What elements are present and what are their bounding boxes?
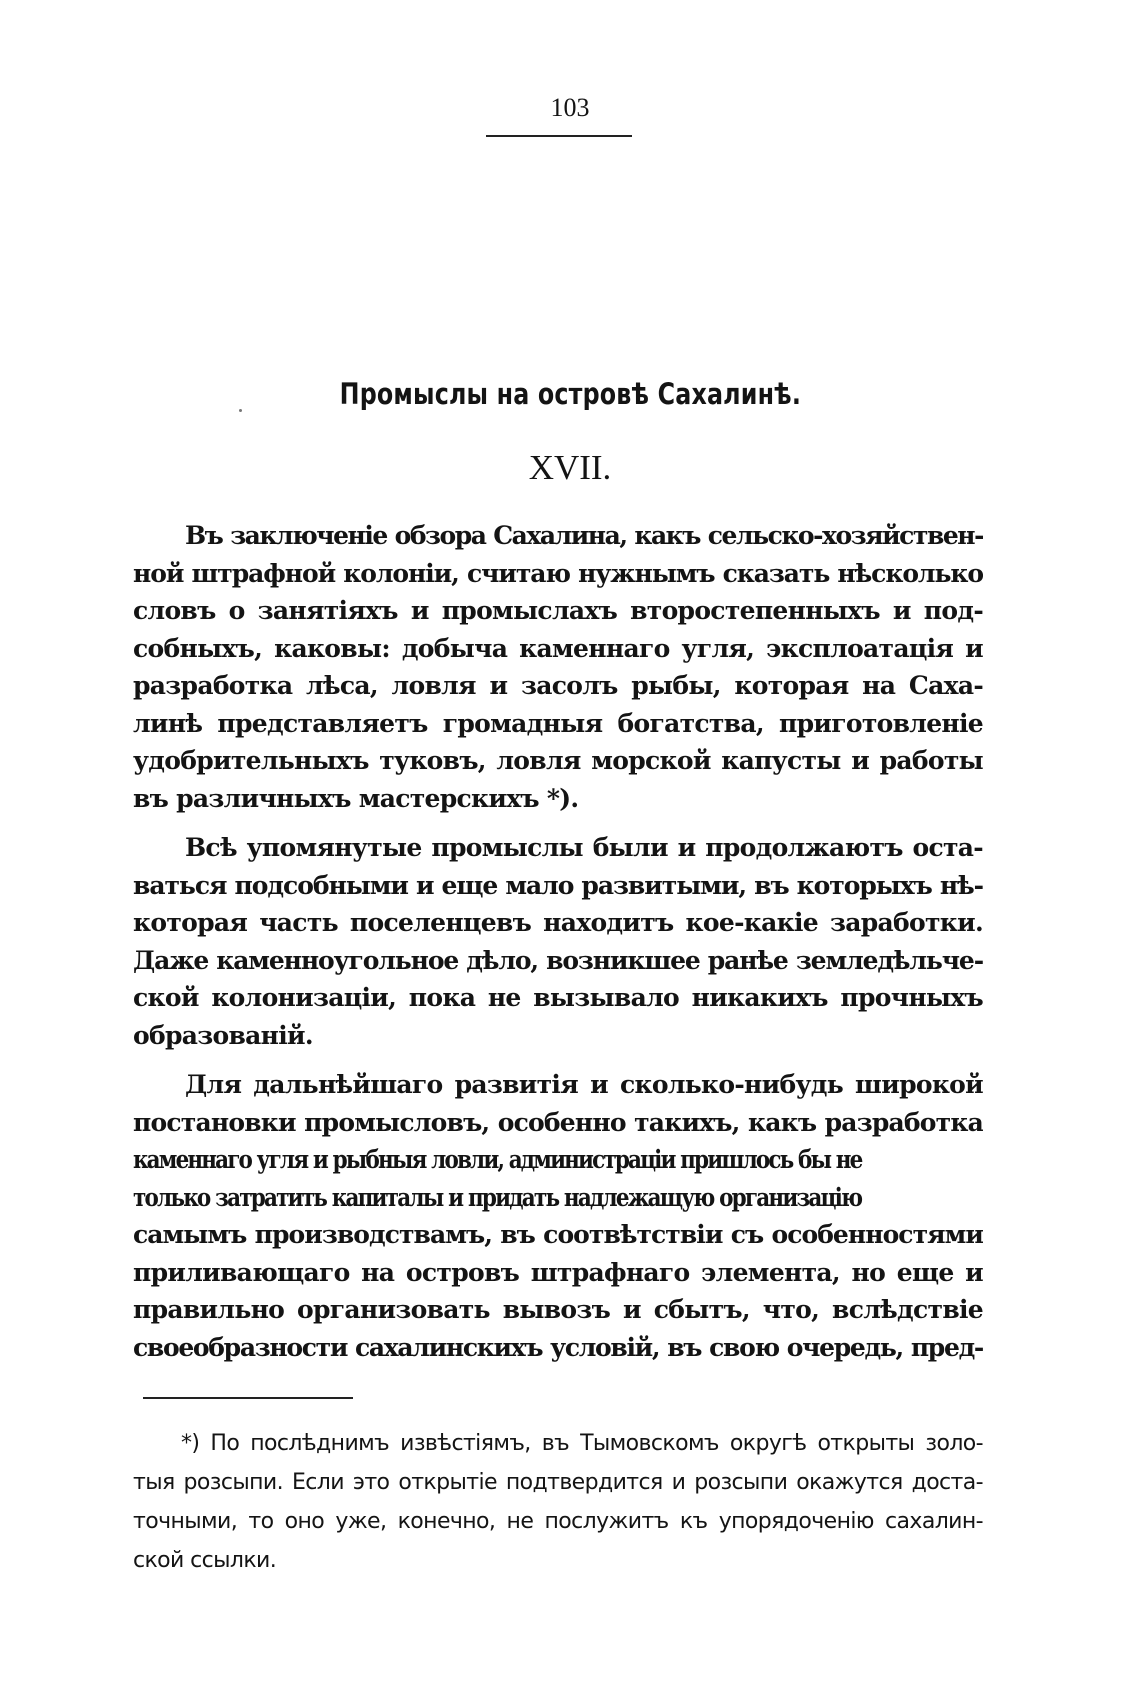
paragraph-2 bbox=[133, 829, 983, 1054]
paragraph-1 bbox=[133, 517, 983, 817]
text-line: собныхъ, каковы: добыча каменнаго угля, эксплоатація и bbox=[133, 633, 983, 663]
footnote-separator bbox=[143, 1397, 353, 1399]
text-line: приливающаго на островъ штрафнаго элемента, но еще и bbox=[133, 1257, 983, 1287]
text-line: Всѣ упомянутые промыслы были и продолжаютъ оста- bbox=[185, 833, 983, 862]
chapter-numeral: XVII. bbox=[528, 448, 612, 487]
text-line: Для дальнѣйшаго развитія и сколько-нибудь широкой bbox=[185, 1070, 983, 1099]
text-line: самымъ производствамъ, въ соотвѣтствіи съ особенностями bbox=[133, 1220, 983, 1249]
print-speck bbox=[239, 409, 242, 412]
footnote-line: ской ссылки. bbox=[133, 1548, 277, 1573]
footnote-line: точными, то оно уже, конечно, не послужитъ къ упорядоченію сахалин- bbox=[133, 1509, 983, 1534]
text-line-condensed: каменнаго угля и рыбныя ловли, администраціи пришлось бы не bbox=[133, 1145, 862, 1174]
text-line: ной штрафной колоніи, считаю нужнымъ сказать нѣсколько bbox=[133, 558, 983, 588]
footnote-line: *) По послѣднимъ извѣстіямъ, въ Тымовскомъ округѣ открыты золо- bbox=[181, 1431, 983, 1456]
footnote-line: тыя розсыпи. Если это открытіе подтвердится и розсыпи окажутся доста- bbox=[133, 1470, 983, 1495]
text-line bbox=[133, 1179, 983, 1217]
text-line: правильно организовать вывозъ и сбытъ, что, вслѣдствіе bbox=[133, 1295, 983, 1324]
text-line: словъ о занятіяхъ и промыслахъ второстепенныхъ и под- bbox=[133, 596, 983, 625]
text-line: постановки промысловъ, особенно такихъ, какъ разработка bbox=[133, 1107, 983, 1137]
text-line-condensed: только затратить капиталы и придать надлежащую организацію bbox=[133, 1182, 862, 1212]
text-line: своеобразности сахалинскихъ условій, въ свою очередь, пред- bbox=[133, 1332, 983, 1362]
text-line: ской колонизаціи, пока не вызывало никакихъ прочныхъ bbox=[133, 983, 983, 1012]
text-line: ваться подсобными и еще мало развитыми, въ которыхъ нѣ- bbox=[133, 870, 983, 900]
page-number-rule bbox=[486, 135, 632, 137]
body-text bbox=[133, 517, 983, 1378]
text-line: удобрительныхъ туковъ, ловля морской капусты и работы bbox=[133, 746, 983, 775]
chapter-title: Промыслы на островѣ Сахалинѣ. bbox=[339, 377, 802, 411]
footnote bbox=[133, 1424, 983, 1580]
text-line: въ различныхъ мастерскихъ *). bbox=[133, 783, 579, 813]
text-line: разработка лѣса, ловля и засолъ рыбы, которая на Саха- bbox=[133, 671, 983, 700]
paragraph-3 bbox=[133, 1066, 983, 1366]
text-line bbox=[133, 1141, 983, 1179]
text-line: линѣ представляетъ громадныя богатства, приготовленіе bbox=[133, 708, 983, 738]
text-line: которая часть поселенцевъ находитъ кое-какіе заработки. bbox=[133, 908, 983, 937]
text-line: образованій. bbox=[133, 1020, 313, 1050]
text-line: Въ заключеніе обзора Сахалина, какъ сельско-хозяйствен- bbox=[185, 521, 983, 550]
page-number: 103 bbox=[550, 93, 590, 122]
text-line: Даже каменноугольное дѣло, возникшее ранѣе земледѣльче- bbox=[133, 945, 983, 975]
